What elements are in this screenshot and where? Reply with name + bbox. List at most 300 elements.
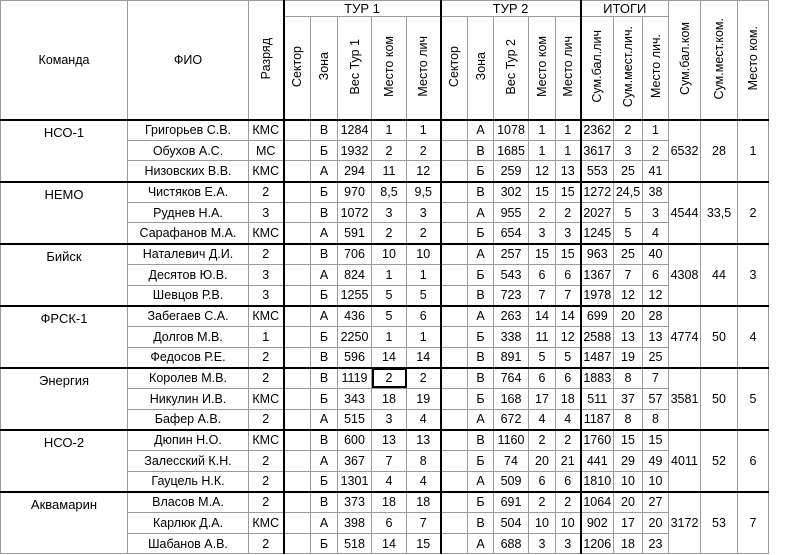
sector2-cell[interactable] <box>441 513 468 534</box>
weight2-cell[interactable]: 688 <box>494 533 529 554</box>
sum-points-personal-cell[interactable]: 1810 <box>581 471 614 492</box>
place-team1-cell[interactable]: 8,5 <box>372 182 407 203</box>
team-sum-places-cell[interactable]: 44 <box>701 244 738 306</box>
zone2-cell[interactable]: В <box>468 430 494 451</box>
zone2-cell[interactable]: А <box>468 306 494 327</box>
zone2-cell[interactable]: А <box>468 120 494 141</box>
zone2-cell[interactable]: А <box>468 202 494 223</box>
header-sum-places-personal[interactable]: Сум.мест.лич. <box>614 17 643 120</box>
sum-points-personal-cell[interactable]: 699 <box>581 306 614 327</box>
rank-cell[interactable]: 2 <box>249 533 284 554</box>
sum-places-personal-cell[interactable]: 25 <box>614 161 643 182</box>
weight2-cell[interactable]: 654 <box>494 223 529 244</box>
sum-points-personal-cell[interactable]: 511 <box>581 388 614 409</box>
sector2-cell[interactable] <box>441 140 468 161</box>
weight2-cell[interactable]: 504 <box>494 513 529 534</box>
sector1-cell[interactable] <box>284 120 311 141</box>
place-personal-total-cell[interactable]: 49 <box>643 451 669 472</box>
weight1-cell[interactable]: 600 <box>338 430 372 451</box>
place-personal-total-cell[interactable]: 1 <box>643 120 669 141</box>
rank-cell[interactable]: 2 <box>249 244 284 265</box>
weight1-cell[interactable]: 398 <box>338 513 372 534</box>
rank-cell[interactable]: 3 <box>249 264 284 285</box>
weight1-cell[interactable]: 373 <box>338 492 372 513</box>
sum-places-personal-cell[interactable]: 12 <box>614 285 643 306</box>
place-personal-total-cell[interactable]: 4 <box>643 223 669 244</box>
team-place-cell[interactable]: 6 <box>738 430 769 492</box>
rank-cell[interactable]: 2 <box>249 182 284 203</box>
place-team2-cell[interactable]: 4 <box>529 409 556 430</box>
sum-places-personal-cell[interactable]: 20 <box>614 306 643 327</box>
zone1-cell[interactable]: А <box>311 161 338 182</box>
place-team2-cell[interactable]: 2 <box>529 492 556 513</box>
sum-points-personal-cell[interactable]: 1064 <box>581 492 614 513</box>
name-cell[interactable]: Чистяков Е.А. <box>128 182 249 203</box>
sector1-cell[interactable] <box>284 306 311 327</box>
zone1-cell[interactable]: В <box>311 202 338 223</box>
weight2-cell[interactable]: 263 <box>494 306 529 327</box>
place-personal1-cell[interactable]: 9,5 <box>407 182 441 203</box>
sector2-cell[interactable] <box>441 451 468 472</box>
header-sum-points-team[interactable]: Сум.бал.ком <box>669 1 701 120</box>
header-tour1[interactable]: ТУР 1 <box>284 1 441 17</box>
header-sum-places-team[interactable]: Сум.мест.ком. <box>701 1 738 120</box>
sector2-cell[interactable] <box>441 120 468 141</box>
place-team2-cell[interactable]: 6 <box>529 368 556 389</box>
weight2-cell[interactable]: 543 <box>494 264 529 285</box>
rank-cell[interactable]: КМС <box>249 430 284 451</box>
name-cell[interactable]: Сарафанов М.А. <box>128 223 249 244</box>
sum-points-personal-cell[interactable]: 2362 <box>581 120 614 141</box>
place-personal2-cell[interactable]: 21 <box>556 451 581 472</box>
place-personal2-cell[interactable]: 3 <box>556 223 581 244</box>
zone1-cell[interactable]: А <box>311 264 338 285</box>
rank-cell[interactable]: 2 <box>249 492 284 513</box>
sum-places-personal-cell[interactable]: 5 <box>614 223 643 244</box>
place-personal2-cell[interactable]: 5 <box>556 347 581 368</box>
place-team1-cell[interactable]: 18 <box>372 388 407 409</box>
sector1-cell[interactable] <box>284 471 311 492</box>
zone2-cell[interactable]: Б <box>468 161 494 182</box>
place-personal-total-cell[interactable]: 6 <box>643 264 669 285</box>
rank-cell[interactable]: КМС <box>249 161 284 182</box>
weight2-cell[interactable]: 168 <box>494 388 529 409</box>
sum-points-personal-cell[interactable]: 1760 <box>581 430 614 451</box>
rank-cell[interactable]: МС <box>249 140 284 161</box>
weight1-cell[interactable]: 518 <box>338 533 372 554</box>
team-name-cell[interactable]: Бийск <box>1 244 128 306</box>
place-personal-total-cell[interactable]: 23 <box>643 533 669 554</box>
sector1-cell[interactable] <box>284 161 311 182</box>
sector2-cell[interactable] <box>441 347 468 368</box>
sector2-cell[interactable] <box>441 326 468 347</box>
weight2-cell[interactable]: 74 <box>494 451 529 472</box>
team-sum-places-cell[interactable]: 33,5 <box>701 182 738 244</box>
sector1-cell[interactable] <box>284 451 311 472</box>
zone2-cell[interactable]: Б <box>468 264 494 285</box>
name-cell[interactable]: Григорьев С.В. <box>128 120 249 141</box>
name-cell[interactable]: Бафер А.В. <box>128 409 249 430</box>
place-personal2-cell[interactable]: 15 <box>556 182 581 203</box>
place-personal2-cell[interactable]: 6 <box>556 264 581 285</box>
zone2-cell[interactable]: В <box>468 140 494 161</box>
sum-places-personal-cell[interactable]: 13 <box>614 326 643 347</box>
place-team2-cell[interactable]: 6 <box>529 471 556 492</box>
sum-places-personal-cell[interactable]: 24,5 <box>614 182 643 203</box>
sector2-cell[interactable] <box>441 202 468 223</box>
zone1-cell[interactable]: В <box>311 492 338 513</box>
name-cell[interactable]: Десятов Ю.В. <box>128 264 249 285</box>
sector1-cell[interactable] <box>284 140 311 161</box>
team-name-cell[interactable]: НСО-1 <box>1 120 128 182</box>
sector1-cell[interactable] <box>284 347 311 368</box>
zone2-cell[interactable]: А <box>468 471 494 492</box>
place-personal-total-cell[interactable]: 8 <box>643 409 669 430</box>
sector2-cell[interactable] <box>441 430 468 451</box>
sum-places-personal-cell[interactable]: 18 <box>614 533 643 554</box>
sum-places-personal-cell[interactable]: 17 <box>614 513 643 534</box>
sector2-cell[interactable] <box>441 223 468 244</box>
place-personal1-cell[interactable]: 4 <box>407 409 441 430</box>
place-team2-cell[interactable]: 5 <box>529 347 556 368</box>
sum-points-personal-cell[interactable]: 1367 <box>581 264 614 285</box>
place-personal1-cell[interactable]: 1 <box>407 120 441 141</box>
sum-points-personal-cell[interactable]: 553 <box>581 161 614 182</box>
zone2-cell[interactable]: В <box>468 368 494 389</box>
name-cell[interactable]: Наталевич Д.И. <box>128 244 249 265</box>
sum-points-personal-cell[interactable]: 3617 <box>581 140 614 161</box>
place-team1-cell[interactable]: 14 <box>372 533 407 554</box>
place-personal1-cell[interactable]: 1 <box>407 326 441 347</box>
place-personal1-cell[interactable]: 10 <box>407 244 441 265</box>
header-team[interactable]: Команда <box>1 1 128 120</box>
rank-cell[interactable]: 2 <box>249 451 284 472</box>
team-sum-points-cell[interactable]: 4308 <box>669 244 701 306</box>
place-personal1-cell[interactable]: 12 <box>407 161 441 182</box>
rank-cell[interactable]: 2 <box>249 347 284 368</box>
sector2-cell[interactable] <box>441 306 468 327</box>
sector1-cell[interactable] <box>284 492 311 513</box>
team-sum-places-cell[interactable]: 52 <box>701 430 738 492</box>
name-cell[interactable]: Дюпин Н.О. <box>128 430 249 451</box>
zone2-cell[interactable]: А <box>468 409 494 430</box>
weight1-cell[interactable]: 1284 <box>338 120 372 141</box>
place-team2-cell[interactable]: 2 <box>529 202 556 223</box>
weight2-cell[interactable]: 257 <box>494 244 529 265</box>
zone1-cell[interactable]: Б <box>311 326 338 347</box>
sector1-cell[interactable] <box>284 513 311 534</box>
place-team1-cell[interactable]: 5 <box>372 306 407 327</box>
weight1-cell[interactable]: 706 <box>338 244 372 265</box>
place-team1-cell[interactable]: 4 <box>372 471 407 492</box>
weight2-cell[interactable]: 259 <box>494 161 529 182</box>
header-zone-1[interactable]: Зона <box>311 17 338 120</box>
place-team2-cell[interactable]: 7 <box>529 285 556 306</box>
weight2-cell[interactable]: 955 <box>494 202 529 223</box>
zone1-cell[interactable]: В <box>311 430 338 451</box>
weight1-cell[interactable]: 1932 <box>338 140 372 161</box>
zone1-cell[interactable]: А <box>311 306 338 327</box>
weight1-cell[interactable]: 1072 <box>338 202 372 223</box>
place-team2-cell[interactable]: 15 <box>529 182 556 203</box>
place-team2-cell[interactable]: 10 <box>529 513 556 534</box>
sector1-cell[interactable] <box>284 326 311 347</box>
place-personal-total-cell[interactable]: 25 <box>643 347 669 368</box>
place-team1-cell[interactable]: 7 <box>372 451 407 472</box>
name-cell[interactable]: Залесский К.Н. <box>128 451 249 472</box>
team-sum-points-cell[interactable]: 6532 <box>669 120 701 182</box>
rank-cell[interactable]: КМС <box>249 306 284 327</box>
sector1-cell[interactable] <box>284 533 311 554</box>
weight2-cell[interactable]: 509 <box>494 471 529 492</box>
weight1-cell[interactable]: 824 <box>338 264 372 285</box>
place-personal1-cell[interactable]: 2 <box>407 223 441 244</box>
sum-places-personal-cell[interactable]: 15 <box>614 430 643 451</box>
sum-places-personal-cell[interactable]: 7 <box>614 264 643 285</box>
sum-places-personal-cell[interactable]: 19 <box>614 347 643 368</box>
team-sum-points-cell[interactable]: 3172 <box>669 492 701 554</box>
team-sum-places-cell[interactable]: 28 <box>701 120 738 182</box>
weight2-cell[interactable]: 672 <box>494 409 529 430</box>
header-place-personal-2[interactable]: Место лич <box>556 17 581 120</box>
header-place-team-1[interactable]: Место ком <box>372 17 407 120</box>
place-personal1-cell[interactable]: 2 <box>407 140 441 161</box>
place-team2-cell[interactable]: 3 <box>529 223 556 244</box>
sum-points-personal-cell[interactable]: 963 <box>581 244 614 265</box>
sum-points-personal-cell[interactable]: 441 <box>581 451 614 472</box>
zone1-cell[interactable]: В <box>311 244 338 265</box>
sum-points-personal-cell[interactable]: 1883 <box>581 368 614 389</box>
team-name-cell[interactable]: Энергия <box>1 368 128 430</box>
team-place-cell[interactable]: 3 <box>738 244 769 306</box>
name-cell[interactable]: Руднев Н.А. <box>128 202 249 223</box>
place-personal-total-cell[interactable]: 40 <box>643 244 669 265</box>
weight1-cell[interactable]: 436 <box>338 306 372 327</box>
zone2-cell[interactable]: Б <box>468 451 494 472</box>
sector2-cell[interactable] <box>441 533 468 554</box>
rank-cell[interactable]: КМС <box>249 388 284 409</box>
zone2-cell[interactable]: Б <box>468 388 494 409</box>
rank-cell[interactable]: КМС <box>249 223 284 244</box>
zone1-cell[interactable]: В <box>311 120 338 141</box>
place-team1-cell[interactable]: 1 <box>372 264 407 285</box>
weight1-cell[interactable]: 1255 <box>338 285 372 306</box>
place-personal-total-cell[interactable]: 27 <box>643 492 669 513</box>
weight2-cell[interactable]: 302 <box>494 182 529 203</box>
header-tour2[interactable]: ТУР 2 <box>441 1 581 17</box>
header-sector-2[interactable]: Сектор <box>441 17 468 120</box>
zone2-cell[interactable]: Б <box>468 326 494 347</box>
place-personal-total-cell[interactable]: 7 <box>643 368 669 389</box>
header-sum-points-personal[interactable]: Сум.бал.лич <box>581 17 614 120</box>
place-personal-total-cell[interactable]: 3 <box>643 202 669 223</box>
header-place-personal-1[interactable]: Место лич <box>407 17 441 120</box>
place-personal-total-cell[interactable]: 15 <box>643 430 669 451</box>
place-team1-cell[interactable]: 11 <box>372 161 407 182</box>
sum-places-personal-cell[interactable]: 5 <box>614 202 643 223</box>
weight2-cell[interactable]: 1078 <box>494 120 529 141</box>
place-personal1-cell[interactable]: 2 <box>407 368 441 389</box>
place-personal1-cell[interactable]: 7 <box>407 513 441 534</box>
team-place-cell[interactable]: 7 <box>738 492 769 554</box>
place-personal2-cell[interactable]: 2 <box>556 430 581 451</box>
name-cell[interactable]: Карлюк Д.А. <box>128 513 249 534</box>
place-personal2-cell[interactable]: 1 <box>556 120 581 141</box>
place-personal-total-cell[interactable]: 10 <box>643 471 669 492</box>
name-cell[interactable]: Королев М.В. <box>128 368 249 389</box>
weight1-cell[interactable]: 1119 <box>338 368 372 389</box>
zone1-cell[interactable]: Б <box>311 285 338 306</box>
sector1-cell[interactable] <box>284 368 311 389</box>
team-sum-places-cell[interactable]: 50 <box>701 306 738 368</box>
team-name-cell[interactable]: НЕМО <box>1 182 128 244</box>
sum-places-personal-cell[interactable]: 29 <box>614 451 643 472</box>
weight1-cell[interactable]: 596 <box>338 347 372 368</box>
name-cell[interactable]: Забегаев С.А. <box>128 306 249 327</box>
place-team2-cell[interactable]: 3 <box>529 533 556 554</box>
sector2-cell[interactable] <box>441 264 468 285</box>
sum-points-personal-cell[interactable]: 1487 <box>581 347 614 368</box>
name-cell[interactable]: Федосов Р.Е. <box>128 347 249 368</box>
place-personal1-cell[interactable]: 6 <box>407 306 441 327</box>
place-team1-cell[interactable]: 10 <box>372 244 407 265</box>
header-zone-2[interactable]: Зона <box>468 17 494 120</box>
zone1-cell[interactable]: Б <box>311 471 338 492</box>
place-personal-total-cell[interactable]: 12 <box>643 285 669 306</box>
place-team1-cell[interactable]: 18 <box>372 492 407 513</box>
sector2-cell[interactable] <box>441 368 468 389</box>
rank-cell[interactable]: 2 <box>249 368 284 389</box>
name-cell[interactable]: Низовских В.В. <box>128 161 249 182</box>
place-team1-cell[interactable]: 2 <box>372 140 407 161</box>
sector2-cell[interactable] <box>441 388 468 409</box>
weight1-cell[interactable]: 591 <box>338 223 372 244</box>
team-place-cell[interactable]: 1 <box>738 120 769 182</box>
zone1-cell[interactable]: В <box>311 347 338 368</box>
zone1-cell[interactable]: Б <box>311 533 338 554</box>
zone2-cell[interactable]: А <box>468 244 494 265</box>
header-name[interactable]: ФИО <box>128 1 249 120</box>
weight1-cell[interactable]: 367 <box>338 451 372 472</box>
place-team2-cell[interactable]: 14 <box>529 306 556 327</box>
sector1-cell[interactable] <box>284 388 311 409</box>
rank-cell[interactable]: 2 <box>249 409 284 430</box>
weight2-cell[interactable]: 691 <box>494 492 529 513</box>
rank-cell[interactable]: 2 <box>249 471 284 492</box>
sector2-cell[interactable] <box>441 161 468 182</box>
header-place-team-total[interactable]: Место ком. <box>738 1 769 120</box>
place-personal2-cell[interactable]: 2 <box>556 202 581 223</box>
zone1-cell[interactable]: А <box>311 451 338 472</box>
place-personal1-cell[interactable]: 5 <box>407 285 441 306</box>
place-personal2-cell[interactable]: 2 <box>556 492 581 513</box>
place-personal2-cell[interactable]: 18 <box>556 388 581 409</box>
zone2-cell[interactable]: В <box>468 513 494 534</box>
weight2-cell[interactable]: 338 <box>494 326 529 347</box>
zone1-cell[interactable]: Б <box>311 140 338 161</box>
weight2-cell[interactable]: 1685 <box>494 140 529 161</box>
zone1-cell[interactable]: В <box>311 368 338 389</box>
place-team2-cell[interactable]: 1 <box>529 140 556 161</box>
zone2-cell[interactable]: Б <box>468 223 494 244</box>
zone2-cell[interactable]: А <box>468 533 494 554</box>
place-team2-cell[interactable]: 20 <box>529 451 556 472</box>
place-team1-cell[interactable]: 2 <box>372 223 407 244</box>
zone1-cell[interactable]: А <box>311 223 338 244</box>
sector2-cell[interactable] <box>441 492 468 513</box>
place-personal2-cell[interactable]: 14 <box>556 306 581 327</box>
place-personal2-cell[interactable]: 6 <box>556 471 581 492</box>
weight1-cell[interactable]: 294 <box>338 161 372 182</box>
weight2-cell[interactable]: 764 <box>494 368 529 389</box>
header-totals[interactable]: ИТОГИ <box>581 1 669 17</box>
rank-cell[interactable]: 3 <box>249 285 284 306</box>
place-personal1-cell[interactable]: 4 <box>407 471 441 492</box>
place-personal-total-cell[interactable]: 41 <box>643 161 669 182</box>
sector1-cell[interactable] <box>284 264 311 285</box>
sum-points-personal-cell[interactable]: 1206 <box>581 533 614 554</box>
place-personal-total-cell[interactable]: 13 <box>643 326 669 347</box>
place-personal1-cell[interactable]: 3 <box>407 202 441 223</box>
sum-places-personal-cell[interactable]: 8 <box>614 368 643 389</box>
header-place-personal-total[interactable]: Место лич. <box>643 17 669 120</box>
sum-points-personal-cell[interactable]: 2027 <box>581 202 614 223</box>
team-sum-points-cell[interactable]: 4774 <box>669 306 701 368</box>
weight1-cell[interactable]: 2250 <box>338 326 372 347</box>
header-weight-2[interactable]: Вес Тур 2 <box>494 17 529 120</box>
weight1-cell[interactable]: 343 <box>338 388 372 409</box>
place-team2-cell[interactable]: 15 <box>529 244 556 265</box>
sum-points-personal-cell[interactable]: 1187 <box>581 409 614 430</box>
header-rank[interactable]: Разряд <box>249 1 284 120</box>
place-team1-cell[interactable]: 2 <box>372 368 407 389</box>
weight2-cell[interactable]: 1160 <box>494 430 529 451</box>
team-sum-points-cell[interactable]: 4011 <box>669 430 701 492</box>
zone1-cell[interactable]: Б <box>311 182 338 203</box>
place-team1-cell[interactable]: 5 <box>372 285 407 306</box>
place-personal-total-cell[interactable]: 38 <box>643 182 669 203</box>
place-personal-total-cell[interactable]: 20 <box>643 513 669 534</box>
team-sum-points-cell[interactable]: 3581 <box>669 368 701 430</box>
rank-cell[interactable]: КМС <box>249 120 284 141</box>
place-team1-cell[interactable]: 1 <box>372 326 407 347</box>
rank-cell[interactable]: 3 <box>249 202 284 223</box>
place-team1-cell[interactable]: 14 <box>372 347 407 368</box>
sector2-cell[interactable] <box>441 182 468 203</box>
sector2-cell[interactable] <box>441 471 468 492</box>
place-team1-cell[interactable]: 3 <box>372 202 407 223</box>
place-personal1-cell[interactable]: 14 <box>407 347 441 368</box>
zone1-cell[interactable]: Б <box>311 388 338 409</box>
place-personal1-cell[interactable]: 13 <box>407 430 441 451</box>
sector1-cell[interactable] <box>284 182 311 203</box>
place-personal1-cell[interactable]: 8 <box>407 451 441 472</box>
team-name-cell[interactable]: ФРСК-1 <box>1 306 128 368</box>
sector1-cell[interactable] <box>284 285 311 306</box>
place-team2-cell[interactable]: 2 <box>529 430 556 451</box>
name-cell[interactable]: Обухов А.С. <box>128 140 249 161</box>
header-sector-1[interactable]: Сектор <box>284 17 311 120</box>
place-personal-total-cell[interactable]: 57 <box>643 388 669 409</box>
team-sum-points-cell[interactable]: 4544 <box>669 182 701 244</box>
sector1-cell[interactable] <box>284 430 311 451</box>
place-personal2-cell[interactable]: 7 <box>556 285 581 306</box>
sum-points-personal-cell[interactable]: 1978 <box>581 285 614 306</box>
weight2-cell[interactable]: 723 <box>494 285 529 306</box>
place-team2-cell[interactable]: 12 <box>529 161 556 182</box>
team-place-cell[interactable]: 2 <box>738 182 769 244</box>
sector1-cell[interactable] <box>284 202 311 223</box>
